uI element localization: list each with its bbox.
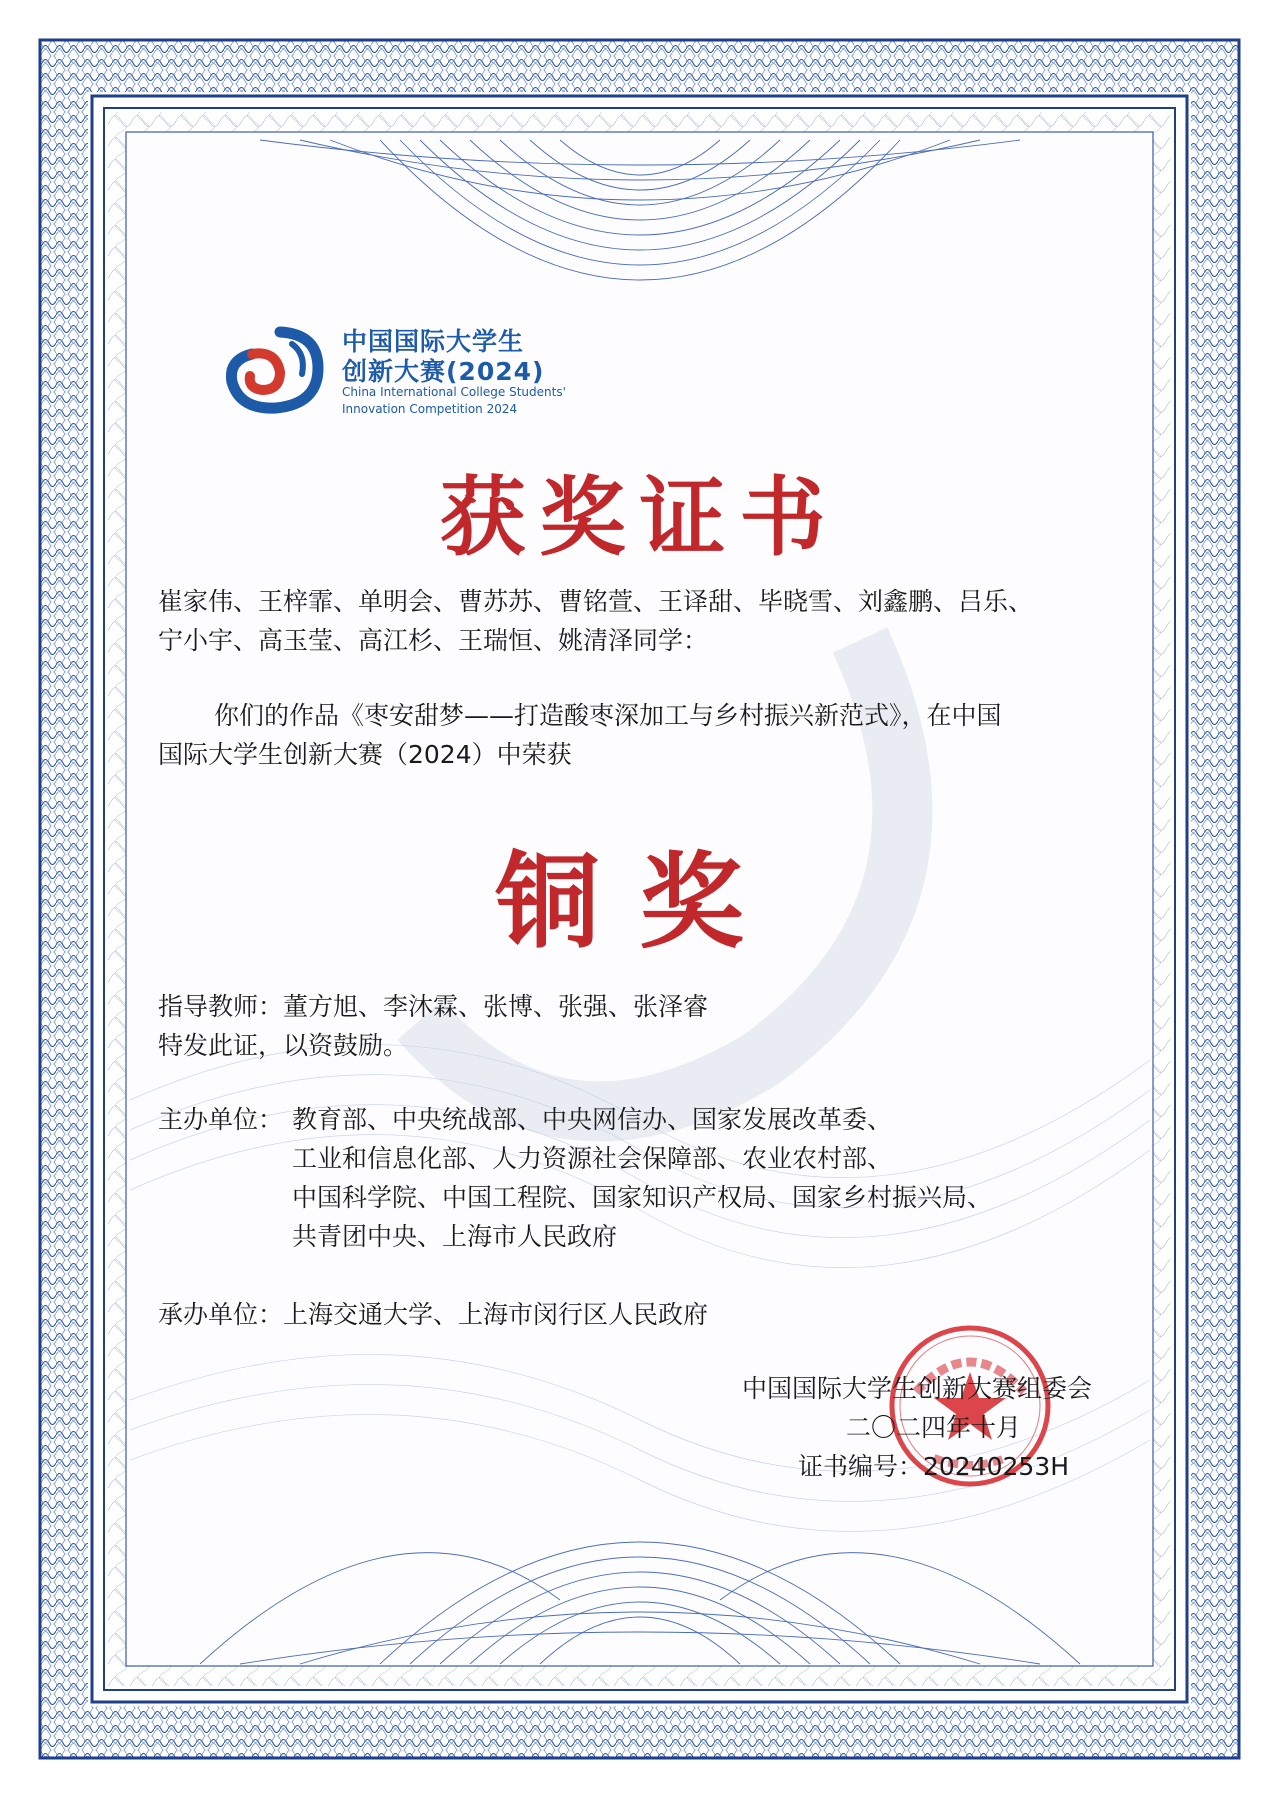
hosts-line-1: 教育部、中央统战部、中央网信办、国家发展改革委、 [292,1105,893,1134]
competition-logo [222,322,642,422]
logo-title-en-line1: China International College Students' [342,385,566,399]
certificate-title: 获奖证书 [439,467,840,568]
recipients-line-1: 崔家伟、王梓霏、单明会、曹苏苏、曹铭萱、王译甜、毕晓雪、刘鑫鹏、吕乐、 [158,587,1034,616]
hosts-line-4: 共青团中央、上海市人民政府 [292,1222,618,1251]
swirl-logo-icon [222,324,334,414]
encouragement: 特发此证，以资鼓励。 [158,1031,409,1060]
body-line-2: 国际大学生创新大赛（2024）中荣获 [158,740,572,769]
certificate-number: 证书编号：20240253H [798,1452,1070,1481]
logo-title-en-line2: Innovation Competition 2024 [342,402,518,416]
logo-title-cn-line1: 中国国际大学生 [342,327,525,356]
logo-title-cn-line2: 创新大赛(2024) [342,357,545,386]
issue-date: 二〇二四年十月 [846,1413,1022,1442]
hosts-line-2: 工业和信息化部、人力资源社会保障部、农业农村部、 [292,1144,893,1173]
issuer: 中国国际大学生创新大赛组委会 [742,1374,1093,1403]
body-line-1: 你们的作品《枣安甜梦——打造酸枣深加工与乡村振兴新范式》，在中国 [214,701,1002,730]
organizers: 承办单位：上海交通大学、上海市闵行区人民政府 [158,1300,709,1329]
hosts-line-3: 中国科学院、中国工程院、国家知识产权局、国家乡村振兴局、 [292,1183,993,1212]
advisors: 指导教师：董方旭、李沐霖、张博、张强、张泽睿 [158,992,709,1021]
award-level: 铜奖 [495,840,784,963]
hosts-label: 主办单位： [158,1105,284,1134]
recipients-line-2: 宁小宇、高玉莹、高江杉、王瑞恒、姚清泽同学： [158,626,709,655]
